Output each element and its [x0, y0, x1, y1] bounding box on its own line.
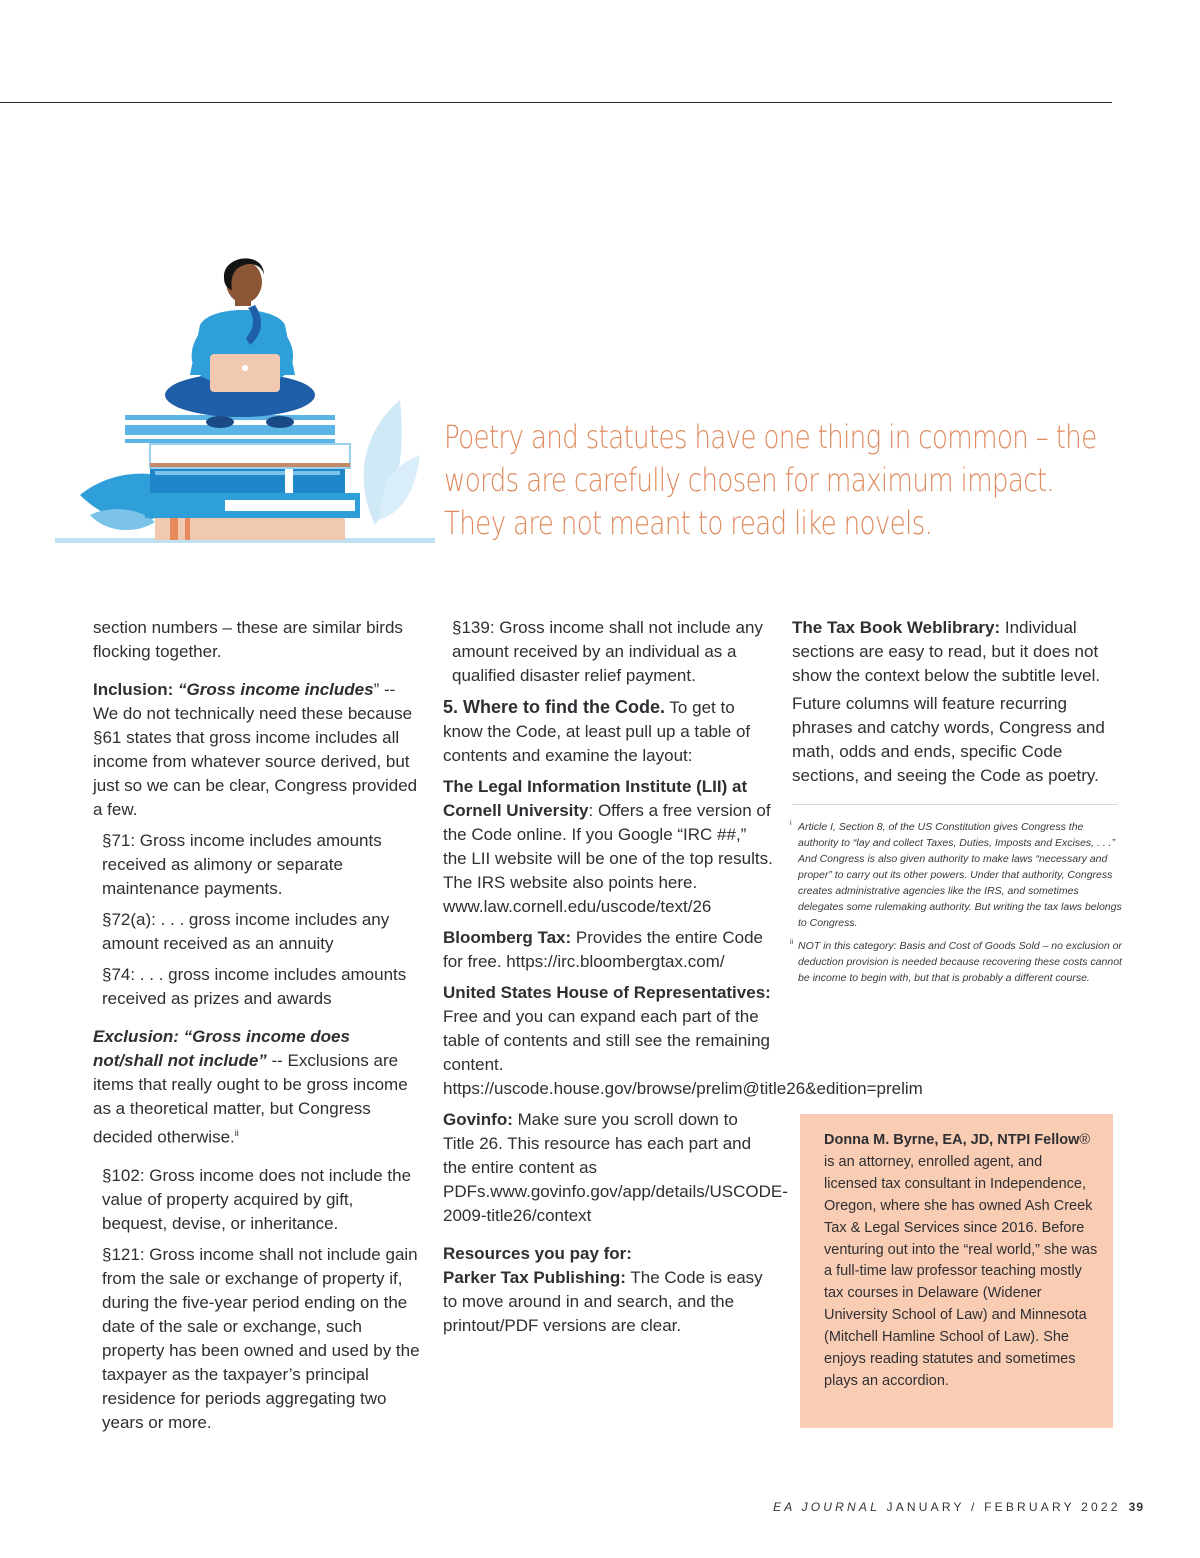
column-3	[792, 616, 1122, 993]
author-bio-box	[800, 1114, 1113, 1428]
footnote-ref-ii: ii	[234, 1128, 239, 1138]
bloomberg-text: Provides the entire Code for free. https://irc.bloombergtax.com/	[443, 928, 763, 971]
where-to-find-paragraph	[443, 695, 773, 768]
inclusion-text: ” -- We do not technically need these because §61 states that gross income includes all income from whatever source derived, but just so we can be clear, Congress provided a few.	[93, 680, 418, 819]
house-label: United States House of Representatives:	[443, 983, 771, 1002]
parker-text: The Code is easy to move around in and search, and the printout/PDF versions are clear.	[443, 1268, 763, 1335]
inclusion-label: Inclusion:	[93, 680, 178, 699]
footnote-1	[792, 819, 1122, 931]
issue-date: JANUARY / FEBRUARY 2022	[879, 1500, 1121, 1514]
bloomberg-label: Bloomberg Tax:	[443, 928, 572, 947]
column-1	[93, 616, 423, 1442]
future-columns-paragraph: Future columns will feature recurring phrases and catchy words, Congress and math, odds and ends, specific Code sections, and seeing the Code as poetry.	[792, 694, 1105, 785]
parker-label: Parker Tax Publishing:	[443, 1268, 626, 1287]
where-to-find-heading: 5. Where to find the Code.	[443, 697, 666, 717]
exclusion-paragraph	[93, 1025, 423, 1150]
inclusion-quote: “Gross income includes	[178, 680, 374, 699]
lii-label: The Legal Information Institute (LII) at Cornell University	[443, 777, 748, 820]
footnote-2	[792, 938, 1122, 986]
lii-text: : Offers a free version of the Code online. If you Google “IRC ##,” the LII website will be one of the top results. The IRS website also points here. www.law.cornell.edu/uscode/text/26	[443, 801, 773, 916]
page-number: 39	[1128, 1500, 1144, 1514]
person-reading-on-books-illustration	[50, 250, 440, 550]
lii-paragraph	[443, 775, 773, 919]
govinfo-label: Govinfo:	[443, 1110, 513, 1129]
footnote-rule	[792, 804, 1118, 805]
journal-name: EA JOURNAL	[773, 1500, 880, 1514]
govinfo-text: Make sure you scroll down to Title 26. This resource has each part and the entire content as PDFs.www.govinfo.gov/app/details/USCODE-2009-title26/context	[443, 1110, 788, 1225]
exclusion-label: Exclusion: “Gross income does not/shall not include”	[93, 1027, 350, 1070]
footnote-2-mark: ii	[790, 939, 794, 946]
exclusion-text: -- Exclusions are items that really ought to be gross income as a theoretical matter, but Congress decided otherwise.	[93, 1051, 408, 1147]
bloomberg-paragraph	[443, 926, 773, 974]
section-102: §102: Gross income does not include the value of property acquired by gift, bequest, devise, or inheritance.	[102, 1165, 412, 1233]
footnote-1-mark: i	[790, 820, 792, 827]
weblibrary-text: Individual sections are easy to read, but it does not show the context below the subtitle level.	[792, 618, 1101, 685]
footnote-1-text: Article I, Section 8, of the US Constitution gives Congress the authority to “lay and collect Taxes, Duties, Imposts and Excises, . . .” And Congress is also given authority to make laws “necessary and proper” to carry out its other powers. Under that authority, Congress creates administrative agencies like the IRS, and sometimes delegates some rulemaking authority. But writing the tax laws belongs to Congress.	[798, 821, 1122, 929]
resources-heading	[443, 1242, 773, 1266]
author-bio-text: is an attorney, enrolled agent, and licensed tax consultant in Independence, Oregon, where she has owned Ash Creek Tax & Legal Services since 2016. Before venturing out into the “real world,” she was a full-time law professor teaching mostly tax courses in Delaware (Widener University School of Law) and Minnesota (Mitchell Hamline School of Law). She enjoys reading statutes and sometimes plays an accordion.	[824, 1153, 1098, 1389]
house-paragraph	[443, 981, 923, 1101]
section-71: §71: Gross income includes amounts received as alimony or separate maintenance payments.	[102, 831, 382, 898]
weblibrary-paragraph	[792, 616, 1122, 688]
parker-paragraph	[443, 1266, 773, 1338]
weblibrary-label: The Tax Book Weblibrary:	[792, 618, 1001, 637]
where-to-find-text: To get to know the Code, at least pull up a table of contents and examine the layout:	[443, 698, 751, 765]
house-text: Free and you can expand each part of the table of contents and still see the remaining content. https://uscode.house.gov/browse/prelim@title26&edition=prelim	[443, 1007, 923, 1098]
pull-quote: Poetry and statutes have one thing in common – the words are carefully chosen for maximum impact. They are not meant to read like novels.	[444, 418, 1097, 542]
section-74: §74: . . . gross income includes amounts received as prizes and awards	[102, 965, 407, 1008]
inclusion-paragraph	[93, 678, 423, 822]
registered-mark: ®	[1079, 1132, 1091, 1148]
section-121: §121: Gross income shall not include gain from the sale or exchange of property if, during the five-year period ending on the date of the sale or exchange, such property has been owned and used by the taxpayer as the taxpayer’s principal residence for periods aggregating two years or more.	[102, 1244, 420, 1432]
header-rule	[0, 102, 1112, 103]
page-footer	[773, 1500, 1144, 1514]
govinfo-paragraph	[443, 1108, 788, 1228]
col1-intro: section numbers – these are similar birds flocking together.	[93, 618, 403, 661]
section-139: §139: Gross income shall not include any amount received by an individual as a qualified disaster relief payment.	[452, 618, 763, 685]
author-name: Donna M. Byrne, EA, JD, NTPI Fellow	[824, 1132, 1080, 1148]
section-72: §72(a): . . . gross income includes any amount received as an annuity	[102, 910, 390, 953]
resources-label: Resources you pay for:	[443, 1244, 632, 1263]
footnote-2-text: NOT in this category: Basis and Cost of Goods Sold – no exclusion or deduction provision is needed because recovering these costs cannot be income to begin with, but that is probably a different course.	[798, 940, 1122, 984]
